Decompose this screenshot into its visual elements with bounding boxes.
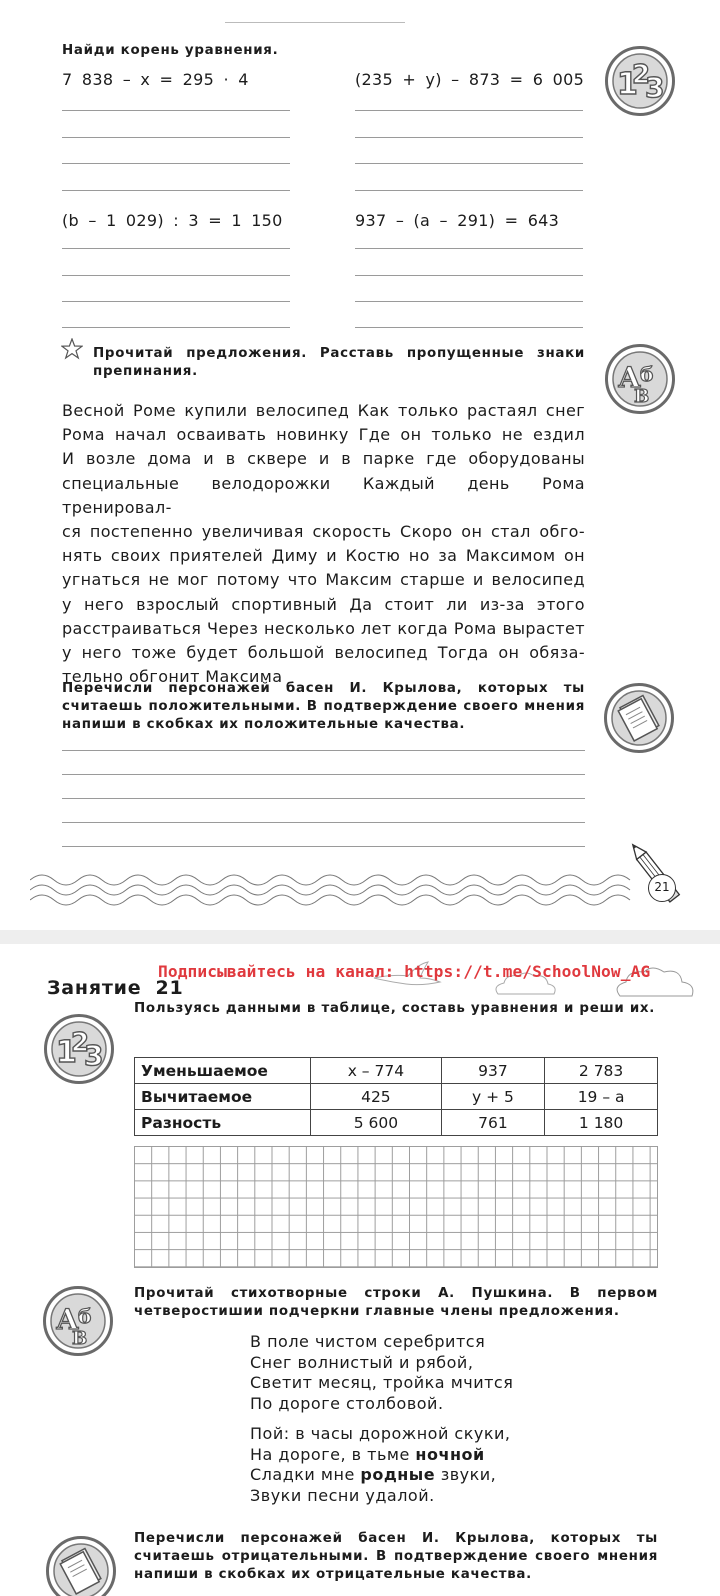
answer-line[interactable] xyxy=(62,846,585,847)
answer-line[interactable] xyxy=(62,275,290,276)
svg-text:б: б xyxy=(640,362,654,386)
poem-line: В поле чистом серебрится xyxy=(250,1332,486,1351)
poem-line: По дороге столбовой. xyxy=(250,1393,444,1413)
paragraph-line: нять своих приятелей Диму и Костю но за Максимом он xyxy=(62,546,585,566)
punctuation-paragraph xyxy=(62,399,585,689)
answer-line[interactable] xyxy=(355,110,583,111)
star-icon xyxy=(61,338,83,360)
svg-text:3: 3 xyxy=(645,71,665,104)
paragraph-line: тельно обгонит Максима xyxy=(62,667,283,687)
answer-grid[interactable] xyxy=(134,1146,658,1268)
svg-text:А: А xyxy=(56,1303,79,1336)
answer-line[interactable] xyxy=(355,327,583,328)
svg-text:3: 3 xyxy=(84,1039,104,1072)
answer-line[interactable] xyxy=(62,750,585,751)
page-top-edge xyxy=(225,22,405,23)
paragraph-line: Рома начал осваивать новинку Где он только не ездил xyxy=(62,425,585,445)
svg-text:б: б xyxy=(78,1304,92,1328)
data-table xyxy=(134,1057,658,1136)
book-icon xyxy=(604,683,674,753)
page-separator xyxy=(0,930,720,944)
poem-bold-word: ночной xyxy=(415,1444,485,1464)
table-row xyxy=(135,1084,658,1110)
row-label: Уменьшаемое xyxy=(135,1058,311,1084)
svg-text:2: 2 xyxy=(71,1028,90,1058)
answer-line[interactable] xyxy=(355,137,583,138)
poem-line: Пой: в часы дорожной скуки, xyxy=(250,1424,511,1443)
paragraph-line: угнаться не мог потому что Максим старше и велосипед xyxy=(62,570,585,590)
answer-line[interactable] xyxy=(355,301,583,302)
answer-line[interactable] xyxy=(62,301,290,302)
answer-line[interactable] xyxy=(355,275,583,276)
equation-1: 7 838 – x = 295 · 4 xyxy=(62,70,249,89)
lesson-title xyxy=(47,977,184,999)
poem-line: Звуки песни удалой. xyxy=(250,1485,435,1505)
answer-line[interactable] xyxy=(355,163,583,164)
svg-text:1: 1 xyxy=(56,1035,77,1070)
svg-text:А: А xyxy=(618,361,641,394)
answer-line[interactable] xyxy=(355,190,583,191)
answer-line[interactable] xyxy=(62,163,290,164)
lesson-number: 21 xyxy=(155,977,184,999)
poem-line: Снег волнистый и рябой, xyxy=(250,1352,474,1372)
answer-line[interactable] xyxy=(355,248,583,249)
paragraph-line: расстраиваться Через несколько лет когда Рома вырастет xyxy=(62,618,585,638)
table-cell: 1 180 xyxy=(545,1110,658,1136)
row-label: Вычитаемое xyxy=(135,1084,311,1110)
poem-text: звуки, xyxy=(435,1465,497,1485)
equation-2: (235 + y) – 873 = 6 005 xyxy=(355,70,585,89)
poem-text: Сладки мне xyxy=(250,1465,361,1485)
poem-stanza-1 xyxy=(250,1332,570,1414)
svg-text:1: 1 xyxy=(617,67,638,102)
paragraph-line: у него тоже будет большой велосипед Тогда он обяза- xyxy=(62,643,585,663)
poem-line xyxy=(250,1465,570,1486)
answer-line[interactable] xyxy=(62,248,290,249)
equation-4: 937 – (a – 291) = 643 xyxy=(355,211,560,230)
paragraph-line: Весной Роме купили велосипед Как только растаял снег xyxy=(62,401,585,420)
letters-abv-icon xyxy=(605,344,675,414)
paragraph-line: у него взрослый спортивный Да стоит ли из-за этого xyxy=(62,594,585,614)
task-pushkin-poem: Прочитай стихотворные строки А. Пушкина. В первом четверостишии подчеркни главные члены предложения. xyxy=(134,1286,658,1319)
table-row xyxy=(135,1058,658,1084)
row-label: Разность xyxy=(135,1110,311,1136)
task-equations-table: Пользуясь данными в таблице, составь уравнения и реши их. xyxy=(134,1001,656,1016)
poem-line: Светит месяц, тройка мчится xyxy=(250,1373,514,1393)
task-find-root: Найди корень уравнения. xyxy=(62,43,279,58)
svg-text:2: 2 xyxy=(632,60,651,90)
table-cell: 2 783 xyxy=(545,1058,658,1084)
paragraph-line: И возле дома и в сквере и в парке где оборудованы xyxy=(62,449,585,469)
book-icon xyxy=(46,1536,116,1596)
paragraph-line: ся постепенно увеличивая скорость Скоро он стал обго- xyxy=(62,522,585,542)
table-cell: 761 xyxy=(441,1110,544,1136)
equation-3: (b – 1 029) : 3 = 1 150 xyxy=(62,211,283,230)
letters-abv-icon xyxy=(43,1286,113,1356)
bottom-page xyxy=(0,944,720,1596)
table-cell: y + 5 xyxy=(441,1084,544,1110)
table-cell: 425 xyxy=(311,1084,442,1110)
page-number-circle: 21 xyxy=(648,874,676,902)
answer-line[interactable] xyxy=(62,110,290,111)
paragraph-line: специальные велодорожки Каждый день Рома тренировал- xyxy=(62,473,585,517)
table-cell: x – 774 xyxy=(311,1058,442,1084)
numbers-123-icon xyxy=(44,1014,114,1084)
wave-divider xyxy=(30,868,660,908)
table-cell: 5 600 xyxy=(311,1110,442,1136)
poem-line xyxy=(250,1445,570,1466)
poem-stanza-2 xyxy=(250,1424,570,1506)
table-row xyxy=(135,1110,658,1136)
lesson-word: Занятие xyxy=(47,977,142,999)
answer-line[interactable] xyxy=(62,798,585,799)
answer-line[interactable] xyxy=(62,190,290,191)
table-cell: 937 xyxy=(441,1058,544,1084)
svg-text:В: В xyxy=(72,1328,88,1349)
task-positive-characters: Перечисли персонажей басен И. Крылова, которых ты считаешь положительными. В подтверждение своего мнения напиши в скобках их положительные качества. xyxy=(62,681,585,732)
table-cell: 19 – a xyxy=(545,1084,658,1110)
answer-line[interactable] xyxy=(62,822,585,823)
poem-bold-word: родные xyxy=(360,1465,436,1485)
answer-line[interactable] xyxy=(62,327,290,328)
numbers-123-icon xyxy=(605,46,675,116)
task-negative-characters: Перечисли персонажей басен И. Крылова, которых ты считаешь отрицательными. В подтверждение своего мнения напиши в скобках их отрицательные качества. xyxy=(134,1531,658,1582)
task-punctuation: Прочитай предложения. Расставь пропущенные знаки препинания. xyxy=(93,346,585,379)
answer-line[interactable] xyxy=(62,774,585,775)
svg-text:В: В xyxy=(634,386,650,407)
answer-line[interactable] xyxy=(62,137,290,138)
poem-text: На дороге, в тьме xyxy=(250,1444,416,1464)
watermark-channel: Подписывайтесь на канал: https://t.me/SchoolNow_AG xyxy=(158,962,651,981)
